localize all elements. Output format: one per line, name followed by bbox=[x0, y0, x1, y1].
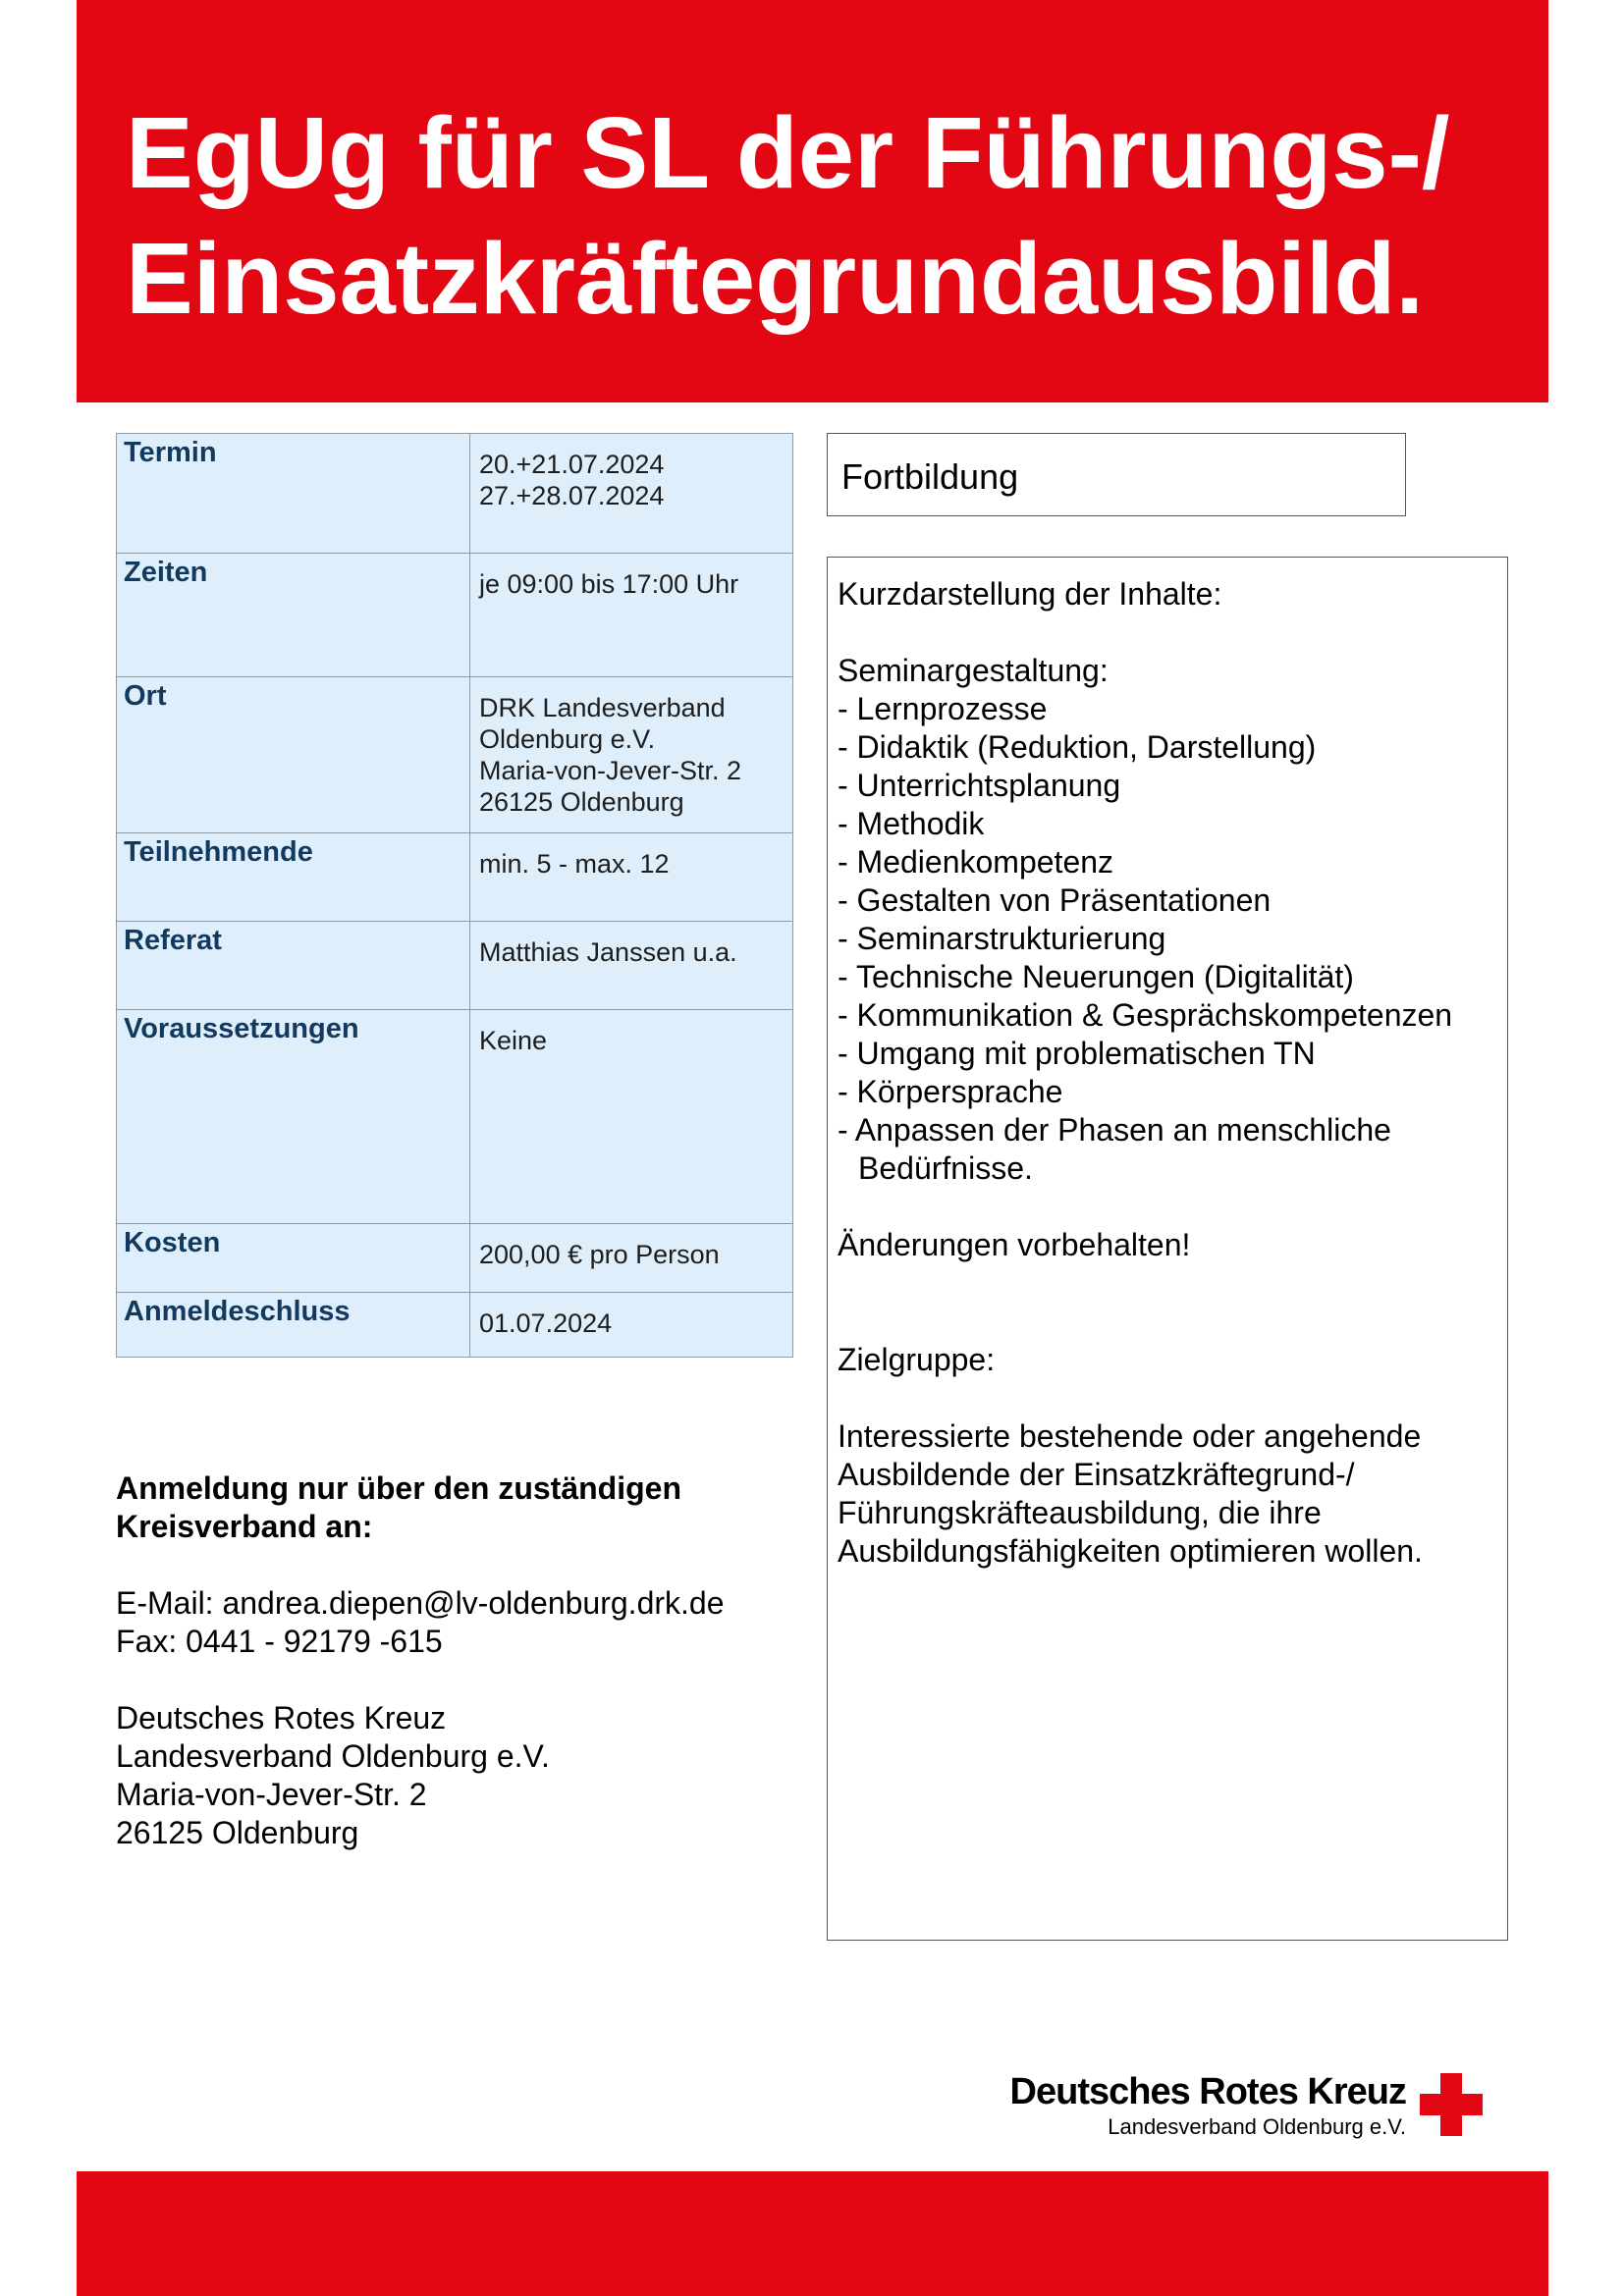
value-line: Maria-von-Jever-Str. 2 bbox=[479, 756, 742, 785]
table-row bbox=[117, 554, 793, 677]
row-label: Kosten bbox=[117, 1224, 470, 1293]
value-line: min. 5 - max. 12 bbox=[479, 849, 670, 879]
value-line: DRK Landesverband bbox=[479, 693, 726, 722]
address-line: 26125 Oldenburg bbox=[116, 1815, 359, 1850]
target-group-line: Führungskräfteausbildung, die ihre bbox=[838, 1495, 1322, 1530]
row-value bbox=[470, 1224, 793, 1293]
table-row bbox=[117, 1293, 793, 1358]
list-item: - Medienkompetenz bbox=[838, 844, 1114, 880]
row-value bbox=[470, 1293, 793, 1358]
value-line: Keine bbox=[479, 1026, 548, 1055]
registration-heading-line: Anmeldung nur über den zuständigen bbox=[116, 1470, 681, 1506]
notice: Änderungen vorbehalten! bbox=[838, 1227, 1191, 1262]
red-cross-icon bbox=[1420, 2073, 1483, 2136]
title-line-1: EgUg für SL der Führungs-/ bbox=[126, 96, 1450, 209]
list-item: - Technische Neuerungen (Digitalität) bbox=[838, 959, 1354, 994]
table-row bbox=[117, 1224, 793, 1293]
row-value bbox=[470, 833, 793, 922]
row-label: Ort bbox=[117, 677, 470, 833]
target-group-line: Ausbildungsfähigkeiten optimieren wollen. bbox=[838, 1533, 1423, 1569]
page-title bbox=[126, 90, 1520, 342]
section-title: Seminargestaltung: bbox=[838, 653, 1109, 688]
table-row bbox=[117, 434, 793, 554]
address-line: Landesverband Oldenburg e.V. bbox=[116, 1738, 550, 1774]
value-line: 20.+21.07.2024 bbox=[479, 450, 665, 479]
footer-band bbox=[77, 2171, 1548, 2296]
email-line[interactable]: E-Mail: andrea.diepen@lv-oldenburg.drk.de bbox=[116, 1585, 725, 1621]
value-line: 26125 Oldenburg bbox=[479, 787, 684, 817]
target-group-line: Interessierte bestehende oder angehende bbox=[838, 1418, 1422, 1454]
row-label: Referat bbox=[117, 922, 470, 1010]
target-group-title: Zielgruppe: bbox=[838, 1342, 996, 1377]
list-item: - Unterrichtsplanung bbox=[838, 768, 1121, 803]
table-row bbox=[117, 677, 793, 833]
title-line-2: Einsatzkräftegrundausbild. bbox=[126, 222, 1425, 335]
list-item: - Lernprozesse bbox=[838, 691, 1048, 726]
fax-line: Fax: 0441 - 92179 -615 bbox=[116, 1624, 443, 1659]
logo-subtitle: Landesverband Oldenburg e.V. bbox=[1108, 2114, 1406, 2139]
row-value bbox=[470, 554, 793, 677]
target-group-line: Ausbildende der Einsatzkräftegrund-/ bbox=[838, 1457, 1355, 1492]
address-line: Maria-von-Jever-Str. 2 bbox=[116, 1777, 427, 1812]
list-item: - Seminarstrukturierung bbox=[838, 921, 1166, 956]
table-row bbox=[117, 833, 793, 922]
list-item: - Umgang mit problematischen TN bbox=[838, 1036, 1316, 1071]
row-value bbox=[470, 677, 793, 833]
table-row bbox=[117, 922, 793, 1010]
row-value bbox=[470, 434, 793, 554]
address-line: Deutsches Rotes Kreuz bbox=[116, 1700, 447, 1735]
registration-block bbox=[116, 1469, 803, 1852]
category-box: Fortbildung bbox=[827, 433, 1406, 516]
list-item: - Anpassen der Phasen an menschliche Bedürfnisse. bbox=[838, 1112, 1391, 1186]
row-value bbox=[470, 922, 793, 1010]
value-line: 200,00 € pro Person bbox=[479, 1240, 720, 1269]
table-row bbox=[117, 1010, 793, 1224]
list-item: - Kommunikation & Gesprächskompetenzen bbox=[838, 997, 1453, 1033]
row-label: Zeiten bbox=[117, 554, 470, 677]
list-item: - Didaktik (Reduktion, Darstellung) bbox=[838, 729, 1317, 765]
content-box bbox=[827, 557, 1508, 1941]
logo-name: Deutsches Rotes Kreuz bbox=[1009, 2071, 1406, 2112]
list-item: - Gestalten von Präsentationen bbox=[838, 882, 1272, 918]
row-label: Teilnehmende bbox=[117, 833, 470, 922]
value-line: je 09:00 bis 17:00 Uhr bbox=[479, 569, 739, 599]
list-item: - Körpersprache bbox=[838, 1074, 1063, 1109]
row-label: Anmeldeschluss bbox=[117, 1293, 470, 1358]
value-line: 27.+28.07.2024 bbox=[479, 481, 665, 510]
value-line: Matthias Janssen u.a. bbox=[479, 937, 737, 967]
content-intro: Kurzdarstellung der Inhalte: bbox=[838, 576, 1222, 612]
registration-heading-line: Kreisverband an: bbox=[116, 1509, 373, 1544]
value-line: 01.07.2024 bbox=[479, 1308, 613, 1338]
drk-logo bbox=[972, 2071, 1483, 2140]
list-item: - Methodik bbox=[838, 806, 985, 841]
value-line: Oldenburg e.V. bbox=[479, 724, 656, 754]
row-label: Voraussetzungen bbox=[117, 1010, 470, 1224]
row-label: Termin bbox=[117, 434, 470, 554]
row-value bbox=[470, 1010, 793, 1224]
info-table bbox=[116, 433, 793, 1358]
